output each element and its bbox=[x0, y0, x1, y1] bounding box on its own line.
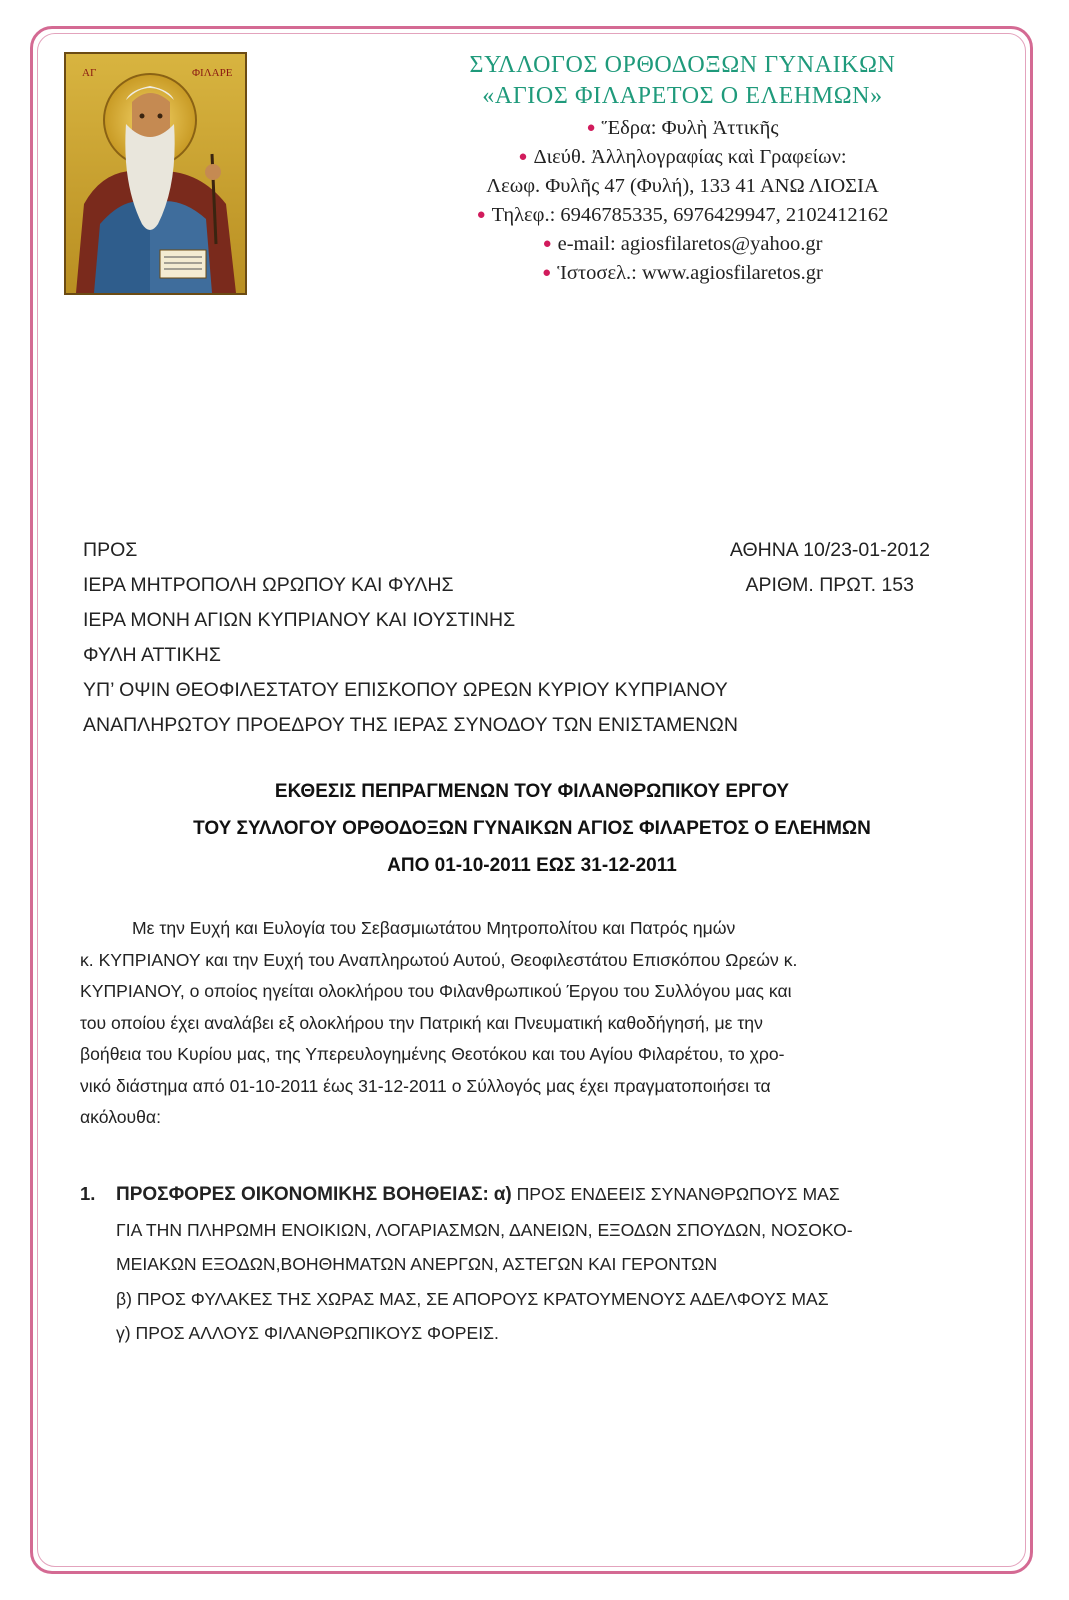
paragraph-line: ΚΥΠΡΙΑΝΟΥ, ο οποίος ηγείται ολοκλήρου του Φιλανθρωπικού Έργου του Συλλόγου μας και bbox=[80, 981, 792, 1001]
list-item-line bbox=[116, 1177, 960, 1213]
letterhead bbox=[395, 50, 970, 288]
bullet-icon: ● bbox=[518, 149, 528, 165]
bullet-icon: ● bbox=[476, 207, 486, 223]
phones-line bbox=[395, 201, 970, 230]
paragraph-line: βοήθεια του Κυρίου μας, της Υπερευλογημένης Θεοτόκου και του Αγίου Φιλαρέτου, το χρο- bbox=[80, 1044, 785, 1064]
icon-inscription-right: ΦΙΛΑΡΕ bbox=[192, 67, 233, 79]
org-name-line2: «ΑΓΙΟΣ ΦΙΛΑΡΕΤΟΣ Ο ΕΛΕΗΜΩΝ» bbox=[482, 83, 883, 109]
letter-date: ΑΘΗΝΑ 10/23-01-2012 bbox=[729, 539, 930, 561]
recipient-line: ΑΝΑΠΛΗΡΩΤΟΥ ΠΡΟΕΔΡΟΥ ΤΗΣ ΙΕΡΑΣ ΣΥΝΟΔΟΥ ΤΩΝ ΕΝΙΣΤΑΜΕΝΩΝ bbox=[83, 714, 738, 736]
paragraph-line: κ. ΚΥΠΡΙΑΝΟΥ και την Ευχή του Αναπληρωτού Αυτού, Θεοφιλεστάτου Επισκόπου Ωρεών κ. bbox=[80, 949, 798, 970]
saint-icon-image bbox=[64, 52, 247, 295]
seat-line bbox=[395, 114, 970, 143]
paragraph-line: ακόλουθα: bbox=[80, 1107, 161, 1127]
recipient-line: ΦΥΛΗ ΑΤΤΙΚΗΣ bbox=[83, 644, 221, 666]
title-line1: ΕΚΘΕΣΙΣ ΠΕΠΡΑΓΜΕΝΩΝ ΤΟΥ ΦΙΛΑΝΘΡΩΠΙΚΟΥ ΕΡΓΟΥ bbox=[274, 781, 790, 802]
icon-inscription-left: ΑΓ bbox=[82, 67, 97, 79]
email-line bbox=[395, 230, 970, 259]
list-item-line: γ) ΠΡΟΣ ΑΛΛΟΥΣ ΦΙΛΑΝΘΡΩΠΙΚΟΥΣ ΦΟΡΕΙΣ. bbox=[116, 1323, 499, 1343]
report-title bbox=[60, 773, 1004, 884]
list-item-line: ΜΕΙΑΚΩΝ ΕΞΟΔΩΝ,ΒΟΗΘΗΜΑΤΩΝ ΑΝΕΡΓΩΝ, ΑΣΤΕΓΩΝ ΚΑΙ ΓΕΡΟΝΤΩΝ bbox=[116, 1254, 718, 1274]
recipient-line: ΠΡΟΣ bbox=[83, 539, 138, 561]
saint-icon-drawing bbox=[66, 54, 245, 293]
list-item-heading: ΠΡΟΣΦΟΡΕΣ ΟΙΚΟΝΟΜΙΚΗΣ ΒΟΗΘΕΙΑΣ: bbox=[116, 1184, 489, 1205]
reference-block bbox=[640, 533, 930, 603]
recipient-line: ΙΕΡΑ ΜΟΝΗ ΑΓΙΩΝ ΚΥΠΡΙΑΝΟΥ ΚΑΙ ΙΟΥΣΤΙΝΗΣ bbox=[83, 609, 516, 631]
list-item-number: 1. bbox=[80, 1183, 96, 1204]
bullet-icon: ● bbox=[542, 265, 552, 281]
recipient-line: ΙΕΡΑ ΜΗΤΡΟΠΟΛΗ ΩΡΩΠΟΥ ΚΑΙ ΦΥΛΗΣ bbox=[83, 574, 454, 596]
recipient-line: ΥΠ’ ΟΨΙΝ ΘΕΟΦΙΛΕΣΤΑΤΟΥ ΕΠΙΣΚΟΠΟΥ ΩΡΕΩΝ ΚΥΡΙΟΥ ΚΥΠΡΙΑΝΟΥ bbox=[83, 679, 728, 701]
list-item-line: ΓΙΑ ΤΗΝ ΠΛΗΡΩΜΗ ΕΝΟΙΚΙΩΝ, ΛΟΓΑΡΙΑΣΜΩΝ, ΔΑΝΕΙΩΝ, ΕΞΟΔΩΝ ΣΠΟΥΔΩΝ, ΝΟΣΟΚΟ- bbox=[116, 1219, 853, 1240]
list-item-line: β) ΠΡΟΣ ΦΥΛΑΚΕΣ ΤΗΣ ΧΩΡΑΣ ΜΑΣ, ΣΕ ΑΠΟΡΟΥΣ ΚΡΑΤΟΥΜΕΝΟΥΣ ΑΔΕΛΦΟΥΣ ΜΑΣ bbox=[116, 1288, 829, 1309]
org-name-line1: ΣΥΛΛΟΓΟΣ ΟΡΘΟΔΟΞΩΝ ΓΥΝΑΙΚΩΝ bbox=[469, 52, 896, 78]
seat-text: Ἕδρα: Φυλὴ Ἀττικῆς bbox=[601, 117, 779, 139]
address-label-text: Διεύθ. Ἀλληλογραφίας καὶ Γραφείων: bbox=[533, 146, 847, 168]
title-line2: ΤΟΥ ΣΥΛΛΟΓΟΥ ΟΡΘΟΔΟΞΩΝ ΓΥΝΑΙΚΩΝ ΑΓΙΟΣ ΦΙΛΑΡΕΤΟΣ Ο ΕΛΕΗΜΩΝ bbox=[193, 818, 871, 839]
intro-paragraph bbox=[80, 913, 940, 1134]
phones-text: Τηλεφ.: 6946785335, 6976429947, 2102412162 bbox=[491, 204, 889, 226]
protocol-number: ΑΡΙΘΜ. ΠΡΩΤ. 153 bbox=[745, 574, 914, 596]
website-line bbox=[395, 259, 970, 288]
bullet-icon: ● bbox=[586, 120, 596, 136]
email-text[interactable]: e-mail: agiosfilaretos@yahoo.gr bbox=[557, 233, 823, 255]
list-item-line1-text: ΠΡΟΣ ΕΝΔΕΕΙΣ ΣΥΝΑΝΘΡΩΠΟΥΣ ΜΑΣ bbox=[516, 1184, 840, 1204]
paragraph-line: νικό διάστημα από 01-10-2011 έως 31-12-2011 ο Σύλλογός μας έχει πραγματοποιήσει τα bbox=[80, 1075, 771, 1096]
address-label-line bbox=[395, 143, 970, 172]
title-line3: ΑΠΟ 01-10-2011 ΕΩΣ 31-12-2011 bbox=[387, 855, 677, 876]
paragraph-line: Με την Ευχή και Ευλογία του Σεβασμιωτάτου Μητροπολίτου και Πατρός ημών bbox=[132, 918, 736, 938]
bullet-icon: ● bbox=[542, 236, 552, 252]
website-text[interactable]: Ἱστοσελ.: www.agiosfilaretos.gr bbox=[557, 262, 823, 284]
list-item-sub-label: α) bbox=[493, 1184, 512, 1205]
address-line: Λεωφ. Φυλῆς 47 (Φυλή), 133 41 ΑΝΩ ΛΙΟΣΙΑ bbox=[486, 175, 879, 197]
paragraph-line: του οποίου έχει αναλάβει εξ ολοκλήρου την Πατρική και Πνευματική καθοδήγησή, με την bbox=[80, 1012, 763, 1033]
